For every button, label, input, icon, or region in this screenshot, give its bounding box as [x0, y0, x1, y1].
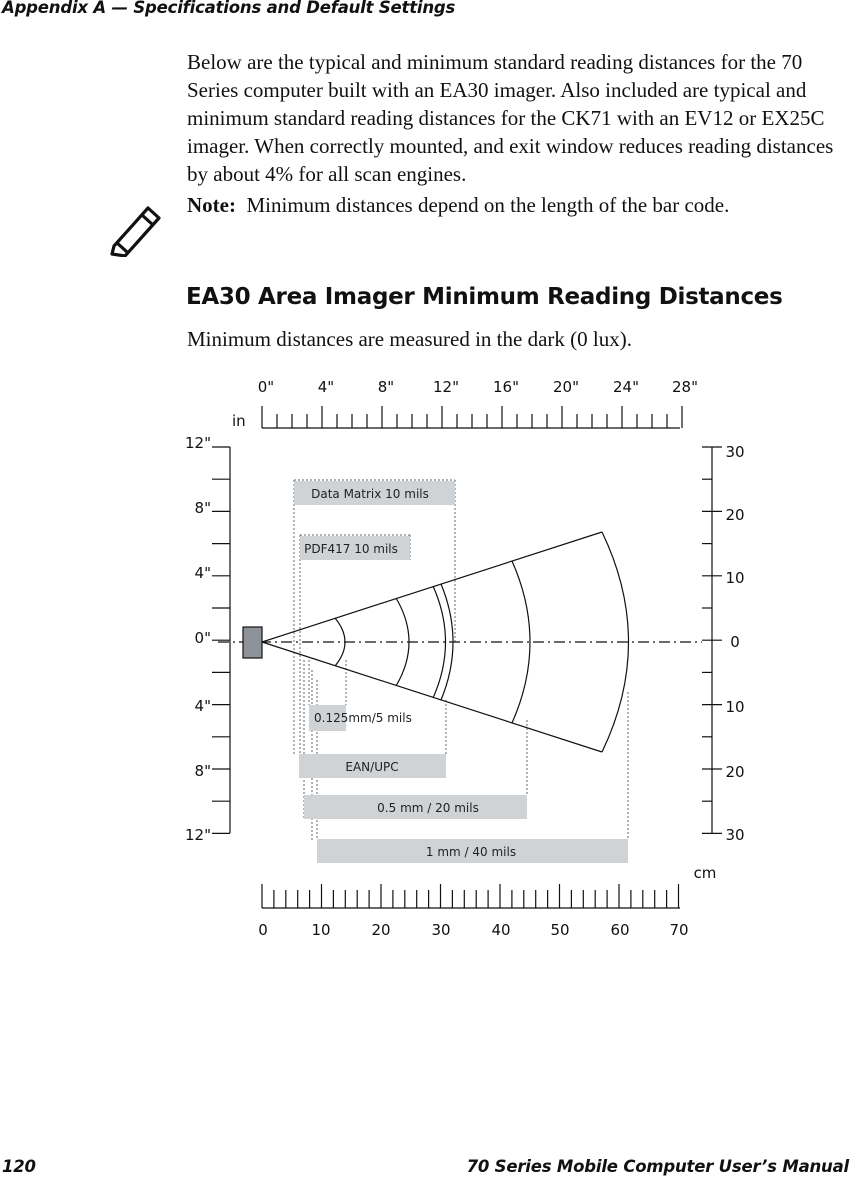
pencil-icon [106, 199, 166, 257]
section-caption: Minimum distances are measured in the dark (0 lux). [187, 327, 632, 351]
top-scale-label: 16" [493, 378, 519, 396]
data-matrix-label: Data Matrix 10 mils [311, 487, 429, 501]
left-scale-label: 0" [194, 629, 211, 647]
top-scale-label: 8" [377, 378, 395, 396]
reading-distance-diagram [0, 360, 851, 940]
top-scale-label: 28" [672, 378, 698, 396]
left-scale-label: 12" [185, 826, 211, 844]
inch-unit-label: in [232, 412, 246, 430]
right-scale-label: 20 [725, 506, 745, 524]
imager-box [243, 627, 262, 658]
top-scale-label: 0" [257, 378, 275, 396]
cm-unit-label: cm [693, 864, 717, 882]
note-text: Minimum distances depend on the length of the bar code. [246, 193, 730, 217]
forty-mil-label: 1 mm / 40 mils [425, 845, 517, 859]
right-cm-ruler [694, 443, 745, 882]
bottom-scale-label: 0 [258, 921, 268, 939]
running-header: Appendix A — Specifications and Default Settings [2, 0, 456, 17]
ean-upc-label: EAN/UPC [345, 760, 399, 774]
left-scale-label: 4" [194, 564, 211, 582]
symbology-bars [294, 481, 628, 863]
section-title: EA30 Area Imager Minimum Reading Distances [186, 284, 783, 310]
top-scale-label: 4" [317, 378, 335, 396]
right-scale-label: 30 [725, 826, 745, 844]
bottom-scale-label: 40 [491, 921, 511, 939]
manual-title: 70 Series Mobile Computer User’s Manual [466, 1157, 849, 1176]
right-scale-label: 20 [725, 763, 745, 781]
bottom-scale-label: 20 [371, 921, 391, 939]
top-scale-label: 12" [433, 378, 459, 396]
left-scale-label: 4" [194, 697, 211, 715]
left-scale-label: 12" [185, 434, 211, 452]
pdf417-label: PDF417 10 mils [304, 542, 398, 556]
right-scale-label: 10 [725, 698, 745, 716]
bottom-scale-label: 60 [610, 921, 630, 939]
bottom-scale-label: 10 [311, 921, 331, 939]
top-scale-label: 24" [613, 378, 639, 396]
five-mil-label: 0.125mm/5 mils [314, 711, 412, 725]
page-number: 120 [2, 1157, 36, 1176]
right-scale-label: 30 [725, 443, 745, 461]
top-inch-ruler [232, 378, 698, 430]
twenty-mil-label: 0.5 mm / 20 mils [377, 801, 479, 815]
top-scale-label: 20" [553, 378, 579, 396]
bottom-scale-label: 30 [431, 921, 451, 939]
right-scale-label: 10 [725, 569, 745, 587]
intro-paragraph: Below are the typical and minimum standard reading distances for the 70 Series computer built with an EA30 imager. Also included are typical and minimum standard reading distances for the CK71 with an EV12 or EX25C imager. When correctly mounted, and exit window reduces reading distances by about 4% for all scan engines. [187, 50, 834, 186]
extent-lines [294, 480, 628, 840]
note [187, 191, 729, 219]
bottom-cm-ruler [258, 884, 688, 939]
left-scale-label: 8" [194, 499, 211, 517]
left-scale-label: 8" [194, 762, 211, 780]
bottom-scale-label: 50 [550, 921, 570, 939]
bottom-scale-label: 70 [669, 921, 689, 939]
right-scale-label: 0 [730, 633, 740, 651]
left-inch-ruler [185, 434, 230, 844]
note-label: Note: [187, 193, 236, 217]
